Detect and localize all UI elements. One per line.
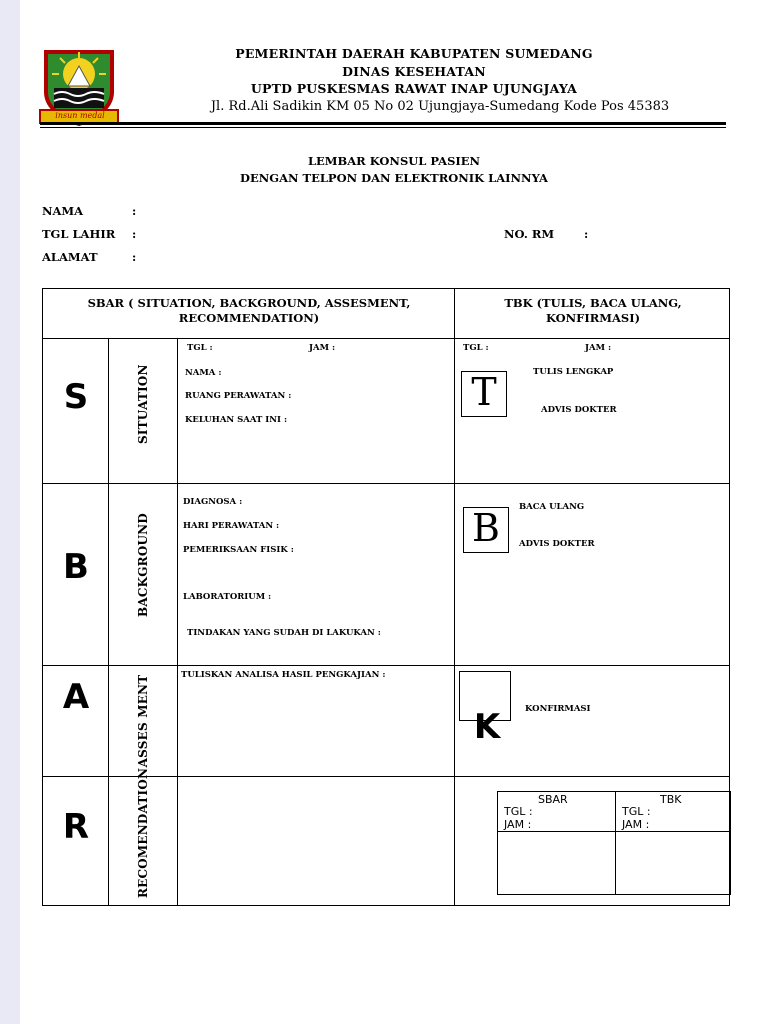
t-advis-dokter: ADVIS DOKTER <box>541 405 617 415</box>
t-tgl: TGL : <box>463 343 489 353</box>
col-divider <box>177 338 178 905</box>
letter-a: A <box>62 677 90 717</box>
header-line-1: PEMERINTAH DAERAH KABUPATEN SUMEDANG <box>235 46 593 61</box>
letter-box-b <box>463 507 509 553</box>
s-jam: JAM : <box>309 343 336 353</box>
row-divider <box>43 483 729 484</box>
row-divider <box>43 338 729 339</box>
letter-b-tbk: B <box>472 506 500 550</box>
b-hari-perawatan: HARI PERAWATAN : <box>183 521 280 531</box>
s-nama: NAMA : <box>185 368 222 378</box>
field-nama-label: NAMA <box>42 204 84 218</box>
signature-box <box>497 791 731 895</box>
b-tindakan: TINDAKAN YANG SUDAH DI LAKUKAN : <box>187 628 381 638</box>
field-alamat-colon: : <box>132 250 137 264</box>
b-pemeriksaan-fisik: PEMERIKSAAN FISIK : <box>183 545 294 555</box>
t-tulis-lengkap: TULIS LENGKAP <box>533 367 614 377</box>
a-analisa: TULISKAN ANALISA HASIL PENGKAJIAN : <box>181 670 386 680</box>
b-advis-dokter: ADVIS DOKTER <box>519 539 595 549</box>
header-address: Jl. Rd.Ali Sadikin KM 05 No 02 Ujungjaya-Sumedang Kode Pos 45383 <box>210 99 670 114</box>
field-no-rm-colon: : <box>584 227 589 241</box>
letter-r: R <box>62 807 90 847</box>
label-assesment: ASSES MENT <box>136 674 150 768</box>
sign-sbar-tgl: TGL : <box>504 805 533 818</box>
field-alamat-label: ALAMAT <box>42 250 98 264</box>
signature-divider <box>498 831 730 832</box>
s-tgl: TGL : <box>187 343 213 353</box>
row-divider <box>43 665 729 666</box>
letter-b: B <box>63 547 89 587</box>
field-nama-colon: : <box>132 204 137 218</box>
logo-ribbon-text: insun medal <box>55 111 105 120</box>
field-no-rm-label: NO. RM <box>504 227 555 241</box>
doc-title-line-1: LEMBAR KONSUL PASIEN <box>307 154 481 168</box>
sbar-tbk-table <box>42 288 730 906</box>
label-situation: SITUATION <box>136 364 150 444</box>
letter-k: K <box>473 707 501 747</box>
letter-s: S <box>63 377 89 417</box>
signature-divider <box>615 792 616 894</box>
t-jam: JAM : <box>585 343 612 353</box>
b-laboratorium: LABORATORIUM : <box>183 592 272 602</box>
field-tgl-lahir-colon: : <box>132 227 137 241</box>
sign-tbk-tgl: TGL : <box>622 805 651 818</box>
label-recomendation: RECOMENDATION <box>136 767 150 898</box>
label-background: BACKGROUND <box>136 513 150 617</box>
form-page <box>20 0 768 1024</box>
s-keluhan: KELUHAN SAAT INI : <box>185 415 288 425</box>
b-diagnosa: DIAGNOSA : <box>183 497 243 507</box>
sign-sbar-jam: JAM : <box>504 818 532 831</box>
header-rule-thick <box>40 122 726 125</box>
b-baca-ulang: BACA ULANG <box>519 502 585 512</box>
s-ruang-perawatan: RUANG PERAWATAN : <box>185 391 292 401</box>
k-konfirmasi: KONFIRMASI <box>525 704 591 714</box>
sign-sbar: SBAR <box>538 793 568 806</box>
col-divider <box>454 289 455 905</box>
col-divider <box>108 338 109 905</box>
header-line-3: UPTD PUSKESMAS RAWAT INAP UJUNGJAYA <box>250 81 578 96</box>
header-sbar: SBAR ( SITUATION, BACKGROUND, ASSESMENT, RECOMMENDATION) <box>87 296 411 325</box>
sign-tbk-jam: JAM : <box>622 818 650 831</box>
doc-title-line-2: DENGAN TELPON DAN ELEKTRONIK LAINNYA <box>240 171 548 185</box>
header-rule-thin <box>40 127 726 128</box>
sign-tbk: TBK <box>660 793 682 806</box>
header-tbk: TBK (TULIS, BACA ULANG, KONFIRMASI) <box>504 296 682 325</box>
header-line-2: DINAS KESEHATAN <box>342 64 486 79</box>
letter-box-t <box>461 371 507 417</box>
field-tgl-lahir-label: TGL LAHIR <box>42 227 116 241</box>
letter-t: T <box>471 370 497 414</box>
